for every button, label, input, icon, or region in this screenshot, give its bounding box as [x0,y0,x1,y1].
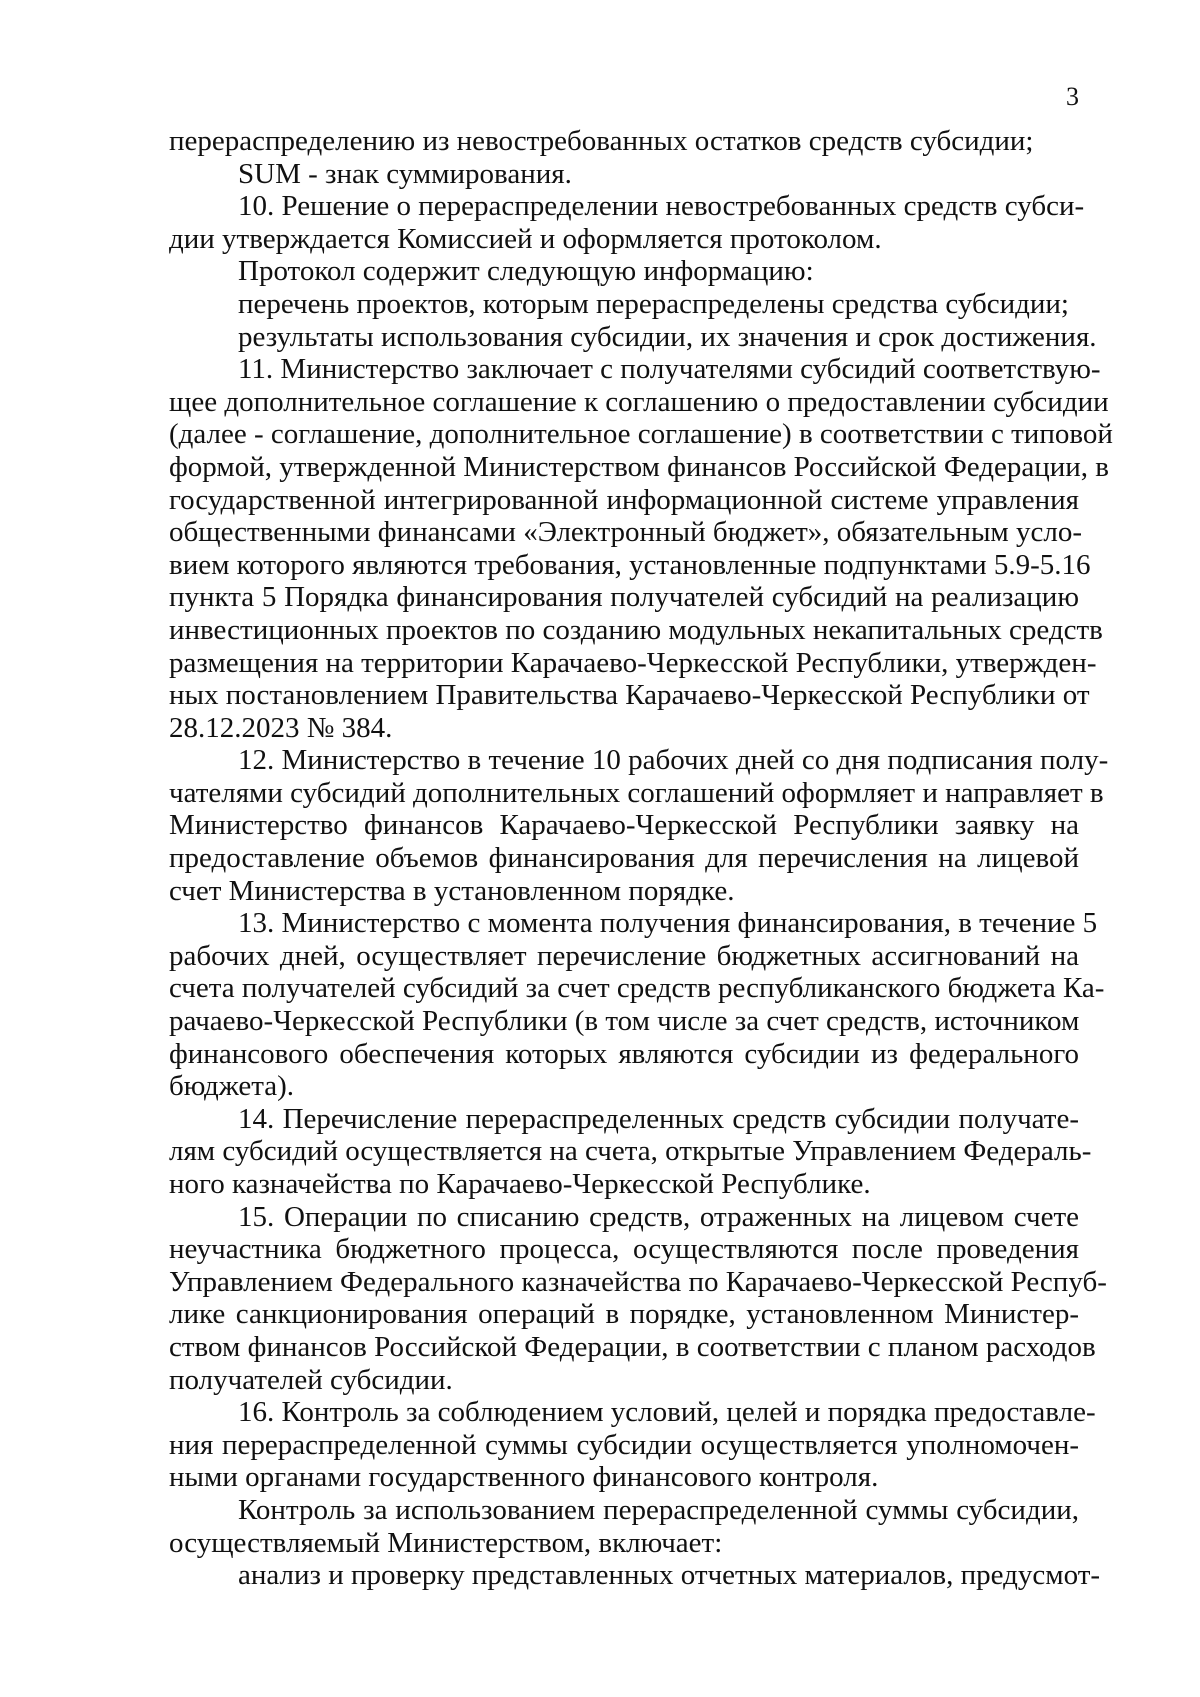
text-line: анализ и проверку представленных отчетных материалов, предусмот- [238,1559,1101,1592]
text-line: рабочих дней, осуществляет перечисление бюджетных ассигнований на [169,939,1079,972]
text-line: чателями субсидий дополнительных соглашений оформляет и направляет в [169,776,1104,809]
text-line: результаты использования субсидии, их значения и срок достижения. [238,320,1097,353]
text-line: ными органами государственного финансового контроля. [169,1461,879,1494]
text-line: Протокол содержит следующую информацию: [238,255,814,288]
text-line: ством финансов Российской Федерации, в соответствии с планом расходов [169,1330,1096,1363]
text-line: Контроль за использованием перераспределенной суммы субсидии, [238,1493,1079,1526]
text-line: счета получателей субсидий за счет средств республиканского бюджета Ка- [169,972,1105,1005]
text-line: 12. Министерство в течение 10 рабочих дней со дня подписания полу- [238,744,1109,777]
text-line: дии утверждается Комиссией и оформляется протоколом. [169,222,882,255]
page-number: 3 [1066,82,1079,111]
text-line: 15. Операции по списанию средств, отраженных на лицевом счете [238,1200,1079,1233]
text-line: SUM - знак суммирования. [238,157,572,190]
text-line: Управлением Федерального казначейства по Карачаево-Черкесской Респуб- [169,1265,1107,1298]
text-line: рачаево-Черкесской Республики (в том числе за счет средств, источником [169,1005,1080,1038]
text-line: лике санкционирования операций в порядке, установленном Министер- [169,1298,1079,1331]
text-line: вием которого являются требования, установленные подпунктами 5.9-5.16 [169,548,1091,581]
text-line: инвестиционных проектов по созданию модульных некапитальных средств [169,613,1103,646]
text-line: пункта 5 Порядка финансирования получателей субсидий на реализацию [169,581,1079,614]
text-line: 10. Решение о перераспределении невостребованных средств субси- [238,190,1085,223]
text-line: лям субсидий осуществляется на счета, открытые Управлением Федераль- [169,1135,1092,1168]
text-line: перераспределению из невостребованных остатков средств субсидии; [169,125,1034,157]
text-line: размещения на территории Карачаево-Черкесской Республики, утвержден- [169,646,1097,679]
text-line: Министерство финансов Карачаево-Черкесской Республики заявку на [169,809,1079,842]
text-line: ния перераспределенной суммы субсидии осуществляется уполномочен- [169,1428,1079,1461]
text-line: государственной интегрированной информационной системе управления [169,483,1079,516]
text-line: 13. Министерство с момента получения финансирования, в течение 5 [238,907,1098,940]
text-line: перечень проектов, которым перераспределены средства субсидии; [238,287,1069,320]
text-line: предоставление объемов финансирования для перечисления на лицевой [169,842,1079,875]
text-line: получателей субсидии. [169,1363,453,1396]
text-line: 16. Контроль за соблюдением условий, целей и порядка предоставле- [238,1396,1096,1429]
text-line: счет Министерства в установленном порядке. [169,874,735,907]
text-line: 11. Министерство заключает с получателями субсидий соответствую- [238,353,1101,386]
text-line: неучастника бюджетного процесса, осуществляются после проведения [169,1233,1079,1266]
text-line: осуществляемый Министерством, включает: [169,1526,723,1559]
text-line: 14. Перечисление перераспределенных средств субсидии получате- [238,1102,1079,1135]
text-line: щее дополнительное соглашение к соглашению о предоставлении субсидии [169,385,1109,418]
text-line: 28.12.2023 № 384. [169,711,393,744]
document-body [169,125,1113,1592]
text-line: общественными финансами «Электронный бюджет», обязательным усло- [169,516,1083,549]
text-line: формой, утвержденной Министерством финансов Российской Федерации, в [169,450,1109,483]
text-line: бюджета). [169,1070,295,1103]
text-line: (далее - соглашение, дополнительное соглашение) в соответствии с типовой [169,418,1113,451]
text-line: финансового обеспечения которых являются субсидии из федерального [169,1037,1079,1070]
text-line: ного казначейства по Карачаево-Черкесской Республике. [169,1168,871,1200]
text-line: ных постановлением Правительства Карачаево-Черкесской Республики от [169,679,1090,712]
